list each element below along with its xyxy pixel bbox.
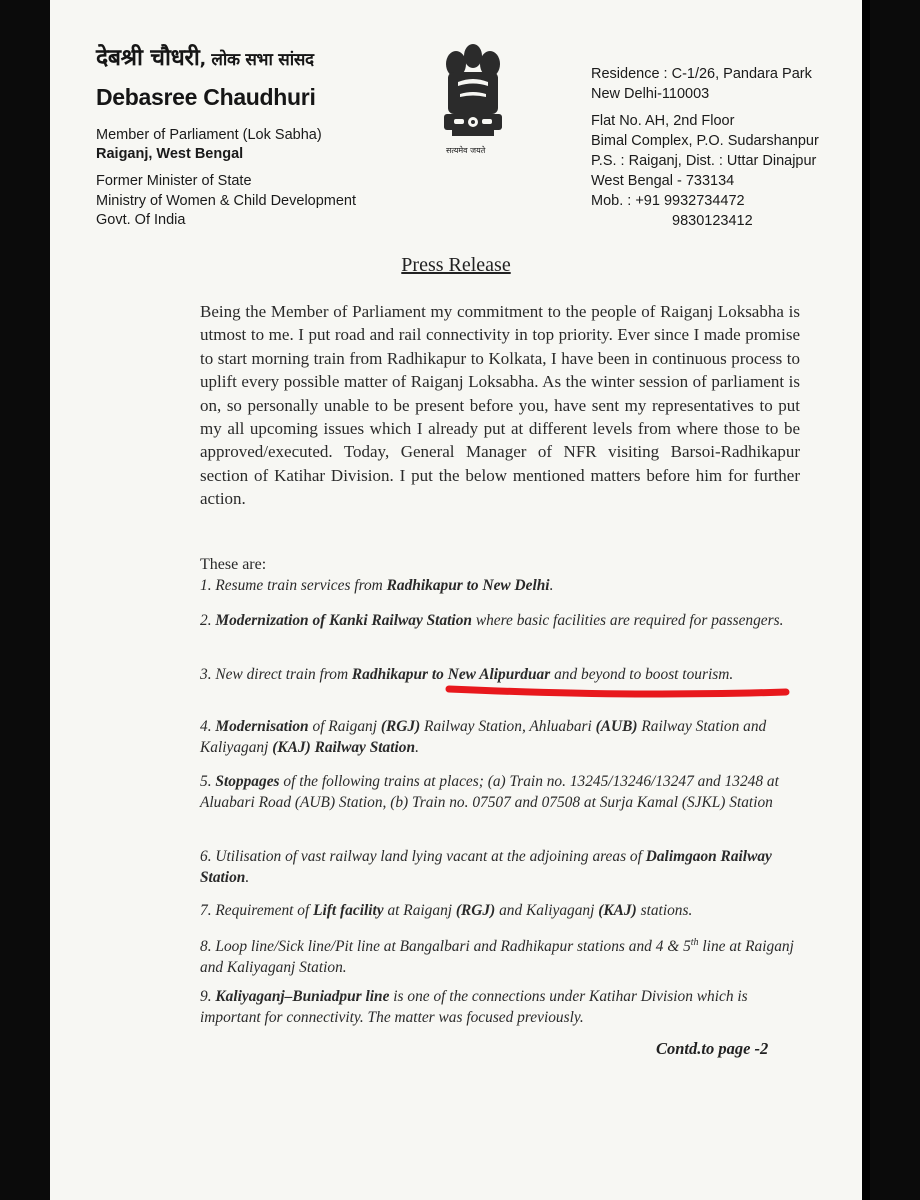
sender-name: Debasree Chaudhuri — [96, 84, 316, 110]
mobile-line: Mob. : +91 9932734472 — [591, 193, 745, 209]
hindi-name-heading — [96, 40, 314, 72]
mobile-alt-line: 9830123412 — [672, 213, 753, 229]
red-highlight-stroke — [449, 689, 786, 694]
list-intro: These are: — [200, 556, 267, 573]
govt-line: Govt. Of India — [96, 212, 186, 228]
title-text: Press Release — [401, 254, 511, 276]
list-item: 2. Modernization of Kanki Railway Station where basic facilities are required for passengers. — [200, 612, 784, 629]
press-release-page — [50, 0, 862, 1200]
emblem-motto: सत्यमेव जयते — [446, 146, 486, 155]
former-post-line: Former Minister of State — [96, 173, 252, 189]
list-item: 8. Loop line/Sick line/Pit line at Bangalbari and Radhikapur stations and 4 & 5th line at Raiganj and Kaliyaganj Station. — [200, 937, 794, 976]
continuation-note: Contd.to page -2 — [656, 1039, 769, 1058]
list-item: 9. Kaliyaganj–Buniadpur line is one of the connections under Katihar Division which is important for connectivity. The matter was focused previously. — [200, 988, 748, 1026]
body-paragraph: Being the Member of Parliament my commitment to the people of Raiganj Loksabha is utmost to me. I put road and rail connectivity in top priority. Ever since I made promise to start morning train from Radhikapur to Kolkata, I have been in continuous process to uplift every possible matter of Raiganj Loksabha. As the winter session of parliament is on, so personally unable to be present before you, have sent my representatives to put my all upcoming issues which I already put at different levels from where those to be approved/executed. Today, General Manager of NFR visiting Barsoi-Radhikapur section of Katihar Division. I put the below mentioned matters before him for further action. — [200, 302, 800, 509]
state-pin-line: West Bengal - 733134 — [591, 173, 735, 189]
national-emblem-icon — [438, 38, 508, 156]
designation-line: Member of Parliament (Lok Sabha) — [96, 127, 322, 143]
flat-line: Flat No. AH, 2nd Floor — [591, 113, 735, 129]
list-item: 4. Modernisation of Raiganj (RGJ) Railway Station, Ahluabari (AUB) Railway Station and Kaliyaganj (KAJ) Railway Station. — [200, 718, 767, 756]
residence-city-line: New Delhi-110003 — [591, 86, 710, 102]
list-item: 5. Stoppages of the following trains at places; (a) Train no. 13245/13246/13247 and 13248 at Aluabari Road (AUB) Station, (b) Train no. 07507 and 07508 at Surja Kamal (SJKL) Station — [200, 773, 779, 811]
hindi-name: देबश्री चौधरी — [96, 45, 200, 71]
residence-line: Residence : C-1/26, Pandara Park — [591, 66, 812, 82]
list-item: 6. Utilisation of vast railway land lying vacant at the adjoining areas of Dalimgaon Railway Station. — [200, 848, 772, 886]
list-item: 3. New direct train from Radhikapur to New Alipurduar and beyond to boost tourism. — [200, 666, 734, 683]
hindi-title: , लोक सभा सांसद — [199, 50, 314, 70]
list-item: 7. Requirement of Lift facility at Raiganj (RGJ) and Kaliyaganj (KAJ) stations. — [200, 902, 693, 919]
right-dark-border — [870, 0, 920, 1200]
red-highlight-underline — [445, 683, 790, 699]
ministry-line: Ministry of Women & Child Development — [96, 193, 357, 209]
ps-district-line: P.S. : Raiganj, Dist. : Uttar Dinajpur — [591, 153, 817, 169]
page-title — [50, 254, 862, 277]
constituency-line: Raiganj, West Bengal — [96, 146, 244, 162]
left-dark-border — [0, 0, 50, 1200]
complex-line: Bimal Complex, P.O. Sudarshanpur — [591, 133, 819, 149]
list-item: 1. Resume train services from Radhikapur to New Delhi. — [200, 577, 554, 594]
